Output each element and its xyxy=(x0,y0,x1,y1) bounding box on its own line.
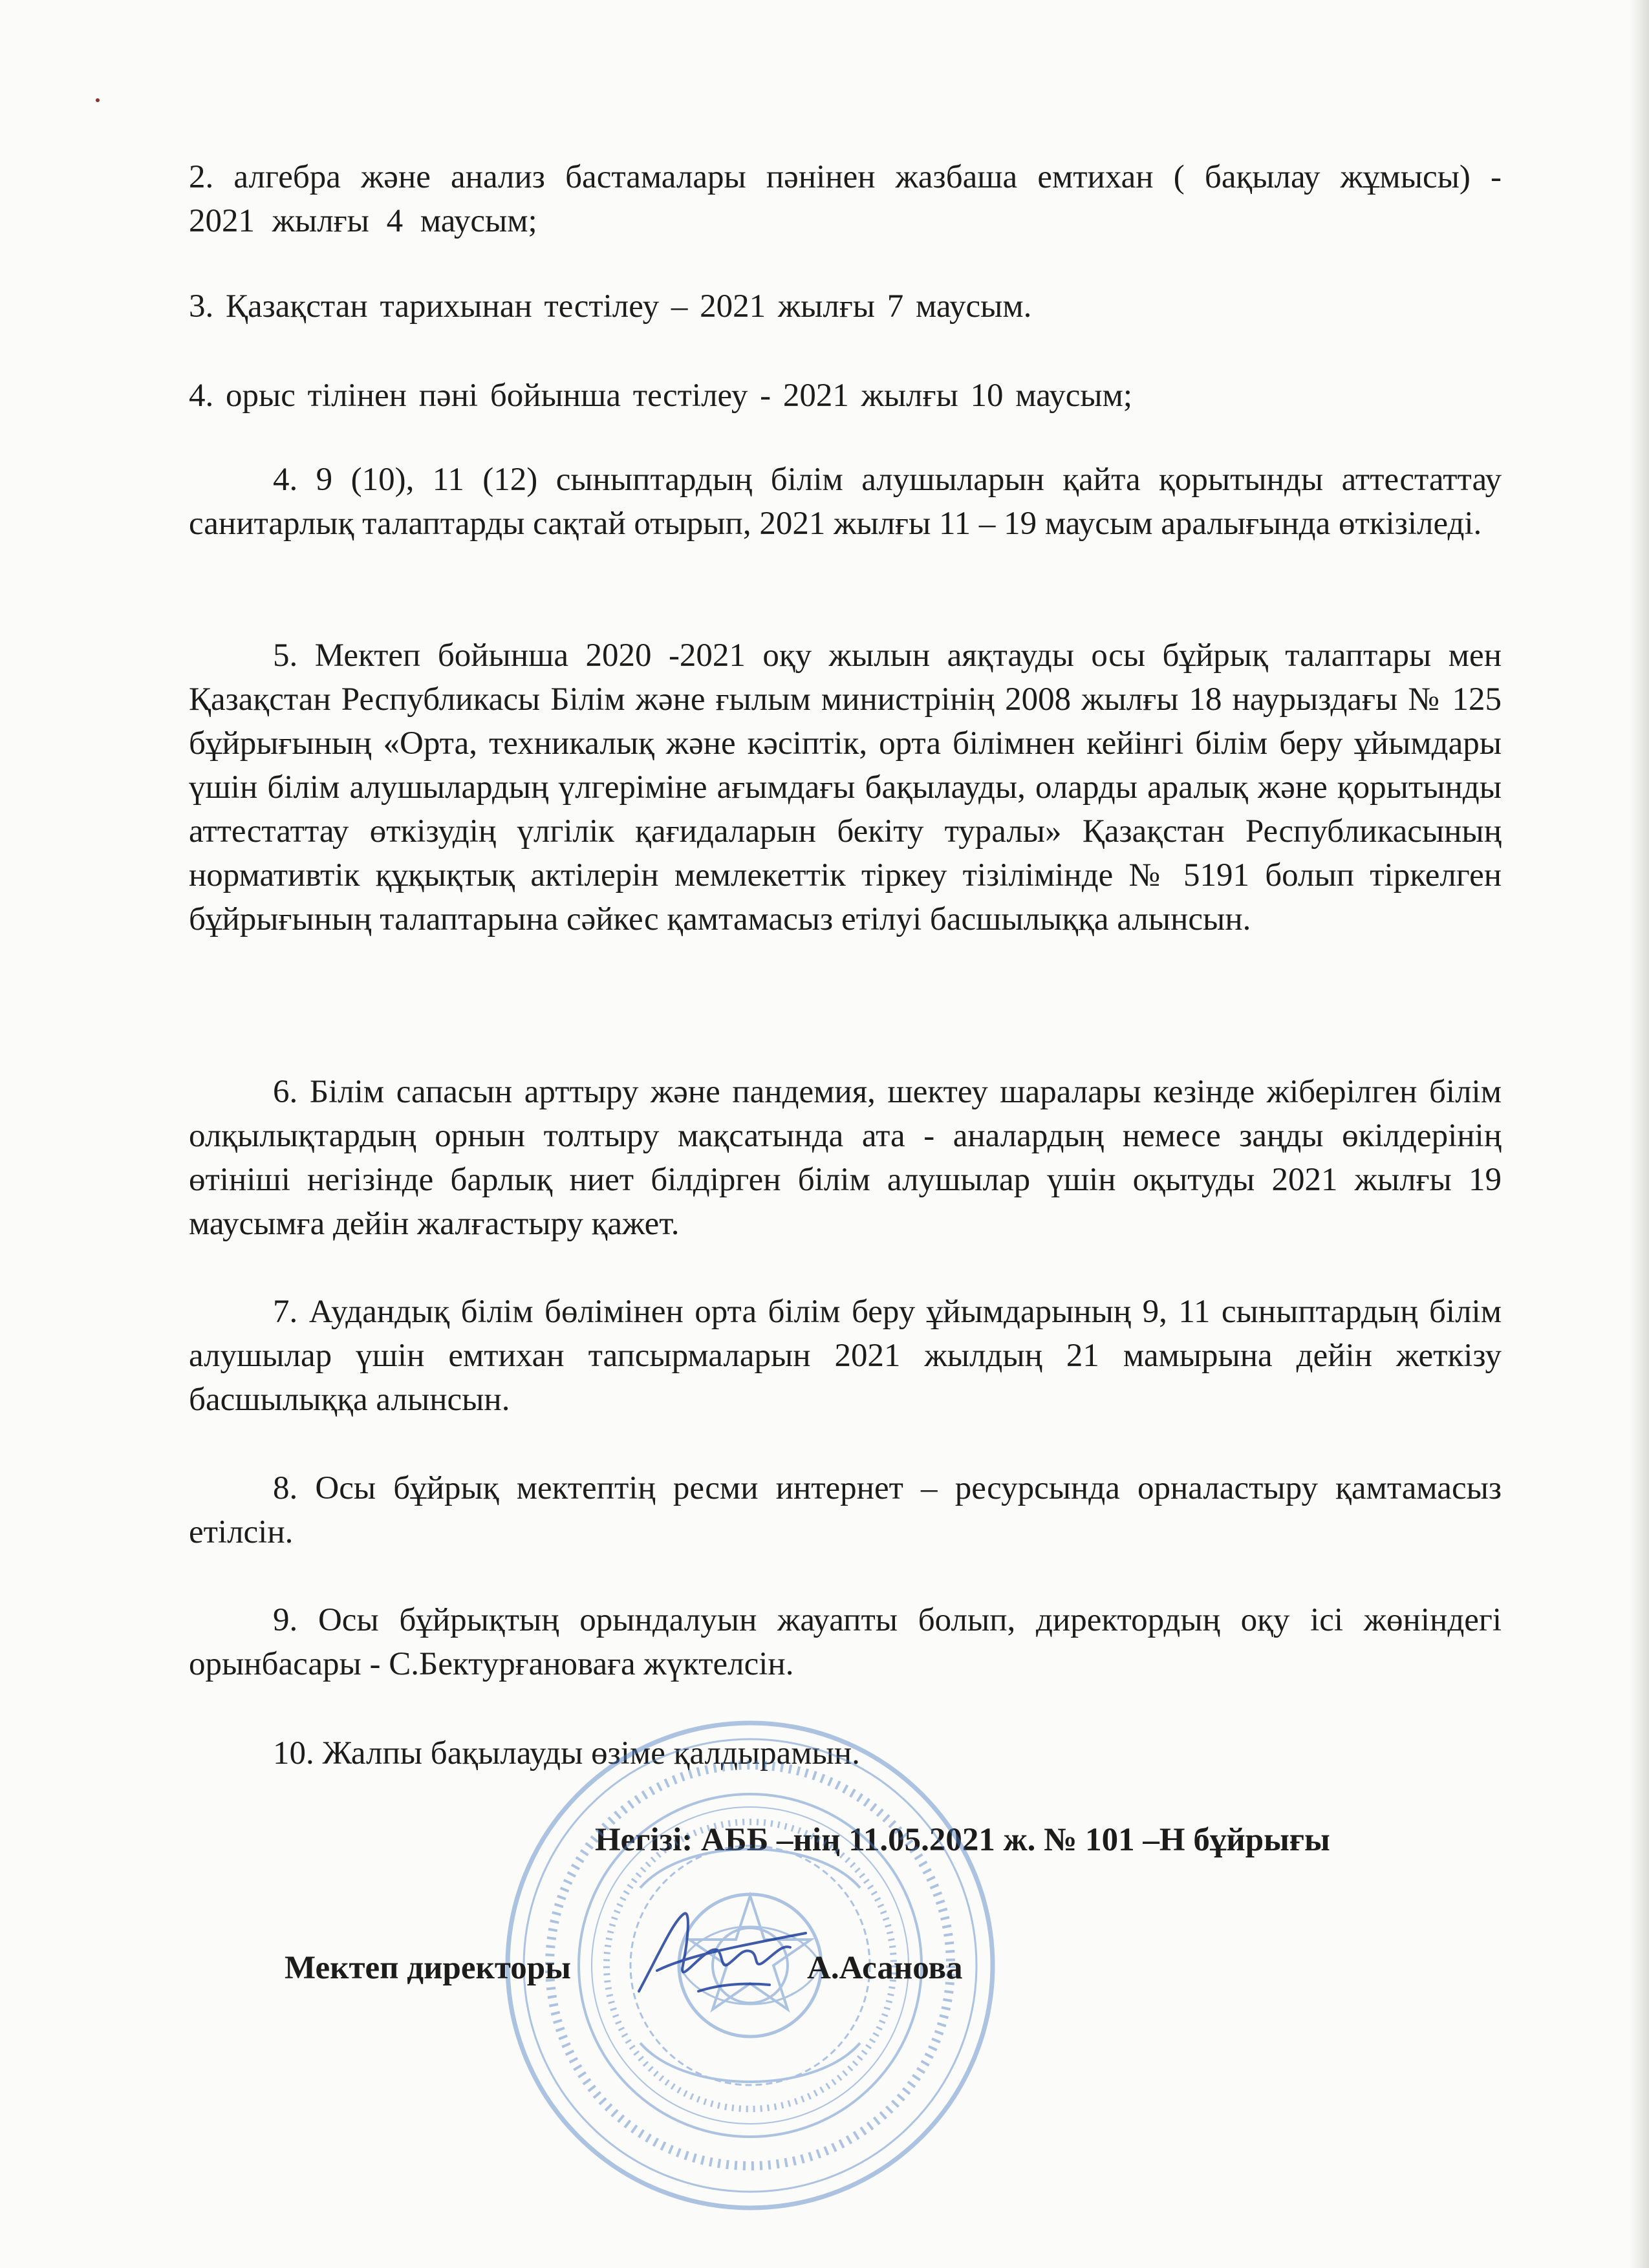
scan-speck xyxy=(96,98,100,102)
paragraph-exam-delivery: 7. Аудандық білім бөлімінен орта білім беру ұйымдарының 9, 11 сыныптардың білім алушылар үшін емтихан тапсырмаларын 2021 жылдың 21 мамырына дейін жеткізу басшылыққа алынсын. xyxy=(189,1294,1502,1418)
basis-line: Негізі: АББ –нің 11.05.2021 ж. № 101 –Н бұйрығы xyxy=(595,1822,1330,1858)
director-position: Мектеп директоры xyxy=(285,1950,571,1986)
list-item-history-test: 3. Қазақстан тарихынан тестілеу – 2021 жылғы 7 маусым. xyxy=(189,288,1032,325)
paragraph-website-publication: 8. Осы бұйрық мектептің ресми интернет – ресурсында орналастыру қамтамасыз етілсін. xyxy=(189,1470,1502,1550)
paragraph-responsible-person: 9. Осы бұйрықтың орындалуын жауапты болып, директордың оқу ісі жөніндегі орынбасары - С.Бектурғановаға жүктелсін. xyxy=(189,1602,1502,1682)
handwritten-signature-icon xyxy=(621,1894,815,2017)
list-item-russian-test: 4. орыс тілінен пәні бойынша тестілеу - 2021 жылғы 10 маусым; xyxy=(189,378,1133,414)
list-item-algebra-exam: 2. алгебра және анализ бастамалары пәнінен жазбаша емтихан ( бақылау жұмысы) - 2021 жылғы 4 маусым; xyxy=(189,159,1502,239)
paragraph-control: 10. Жалпы бақылауды өзіме қалдырамын. xyxy=(273,1735,860,1771)
paragraph-continue-teaching: 6. Білім сапасын арттыру және пандемия, шектеу шаралары кезінде жіберілген білім олқылықтардың орнын толтыру мақсатында ата - аналардың немесе заңды өкілдерінің өтініші негізінде барлық ниет білдірген білім алушылар үшін оқытуды 2021 жылғы 19 маусымға дейін жалғастыру қажет. xyxy=(189,1074,1502,1242)
paragraph-reattestation: 4. 9 (10), 11 (12) сыныптардың білім алушыларын қайта қорытынды аттестаттау санитарлық талаптарды сақтай отырып, 2021 жылғы 11 – 19 маусым аралығында өткізіледі. xyxy=(189,462,1502,542)
paragraph-year-completion: 5. Мектеп бойынша 2020 -2021 оқу жылын аяқтауды осы бұйрық талаптары мен Қазақстан Республикасы Білім және ғылым министрінің 2008 жылғы 18 наурыздағы № 125 бұйрығының «Орта, техникалық және кәсіптік, орта білімнен кейінгі білім беру ұйымдары үшін білім алушылардың үлгеріміне ағымдағы бақылауды, оларды аралық және қорытынды аттестаттау өткізудің үлгілік қағидаларын бекіту туралы» Қазақстан Республикасының нормативтік құқықтық актілерін мемлекеттік тіркеу тізілімінде № 5191 болып тіркелген бұйрығының талаптарына сәйкес қамтамасыз етілуі басшылыққа алынсын. xyxy=(189,637,1502,937)
director-name: А.Асанова xyxy=(807,1950,963,1986)
